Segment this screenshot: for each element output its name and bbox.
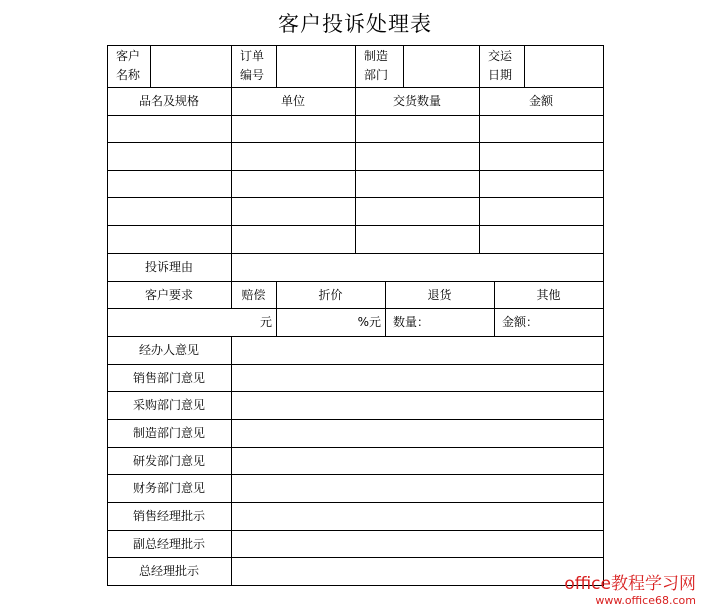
- order-no-field[interactable]: [277, 46, 355, 87]
- watermark: [564, 574, 696, 607]
- other-amount-field[interactable]: 金额：: [502, 315, 539, 329]
- col-header-amount: 金额: [528, 94, 553, 108]
- opinion-label-rd-dept: 研发部门意见: [132, 453, 205, 468]
- delivery-date-label: 交运 日期: [488, 49, 513, 82]
- opinion-field-handler[interactable]: [232, 337, 603, 364]
- compensation-yuan-field[interactable]: 元: [259, 315, 272, 329]
- return-label: 退货: [427, 287, 452, 302]
- opinion-field-sales-manager[interactable]: [232, 503, 603, 530]
- opinion-field-manufacturing-dept[interactable]: [232, 420, 603, 447]
- opinion-label-handler: 经办人意见: [138, 343, 199, 357]
- discount-percent-field[interactable]: %元: [357, 315, 381, 329]
- col-header-product: 品名及规格: [138, 94, 199, 108]
- complaint-reason-field[interactable]: [232, 254, 603, 281]
- col-header-qty: 交货数量: [392, 94, 441, 108]
- opinion-field-sales-dept[interactable]: [232, 365, 603, 391]
- opinion-label-sales-dept: 销售部门意见: [132, 370, 205, 385]
- product-row-2[interactable]: [108, 143, 231, 170]
- delivery-date-field[interactable]: [525, 46, 603, 87]
- complaint-form-table: [107, 45, 604, 585]
- opinion-label-manufacturing-dept: 制造部门意见: [132, 426, 205, 440]
- product-row-1[interactable]: [108, 116, 231, 142]
- opinion-label-sales-manager: 销售经理批示: [132, 509, 205, 523]
- opinion-field-gm[interactable]: [232, 558, 603, 585]
- customer-name-label: 客户 名称: [116, 49, 141, 82]
- order-no-label: 订单 编号: [240, 49, 265, 82]
- opinion-label-purchasing-dept: 采购部门意见: [132, 398, 205, 412]
- product-row-3[interactable]: [108, 171, 231, 197]
- customer-request-label: 客户要求: [144, 287, 193, 302]
- complaint-reason-label: 投诉理由: [144, 260, 193, 274]
- return-quantity-field[interactable]: 数量：: [393, 315, 430, 329]
- product-row-4[interactable]: [108, 198, 231, 225]
- mfg-dept-label: 制造 部门: [364, 49, 389, 82]
- opinion-field-rd-dept[interactable]: [232, 448, 603, 474]
- opinion-field-purchasing-dept[interactable]: [232, 392, 603, 419]
- other-label: 其他: [536, 287, 561, 302]
- watermark-site-name: office教程学习网: [564, 574, 696, 594]
- opinion-label-vice-gm: 副总经理批示: [132, 536, 205, 551]
- opinion-field-vice-gm[interactable]: [232, 531, 603, 557]
- watermark-url: www.office68.com: [595, 594, 696, 607]
- opinion-field-finance-dept[interactable]: [232, 475, 603, 502]
- opinion-label-gm: 总经理批示: [138, 564, 199, 578]
- page-title: 客户投诉处理表: [278, 12, 432, 36]
- discount-label: 折价: [318, 287, 343, 302]
- col-header-unit: 单位: [280, 94, 305, 108]
- compensation-label: 赔偿: [241, 287, 266, 302]
- mfg-dept-field[interactable]: [404, 46, 479, 87]
- product-row-5[interactable]: [108, 226, 231, 253]
- opinion-label-finance-dept: 财务部门意见: [132, 481, 205, 495]
- customer-name-field[interactable]: [151, 46, 231, 87]
